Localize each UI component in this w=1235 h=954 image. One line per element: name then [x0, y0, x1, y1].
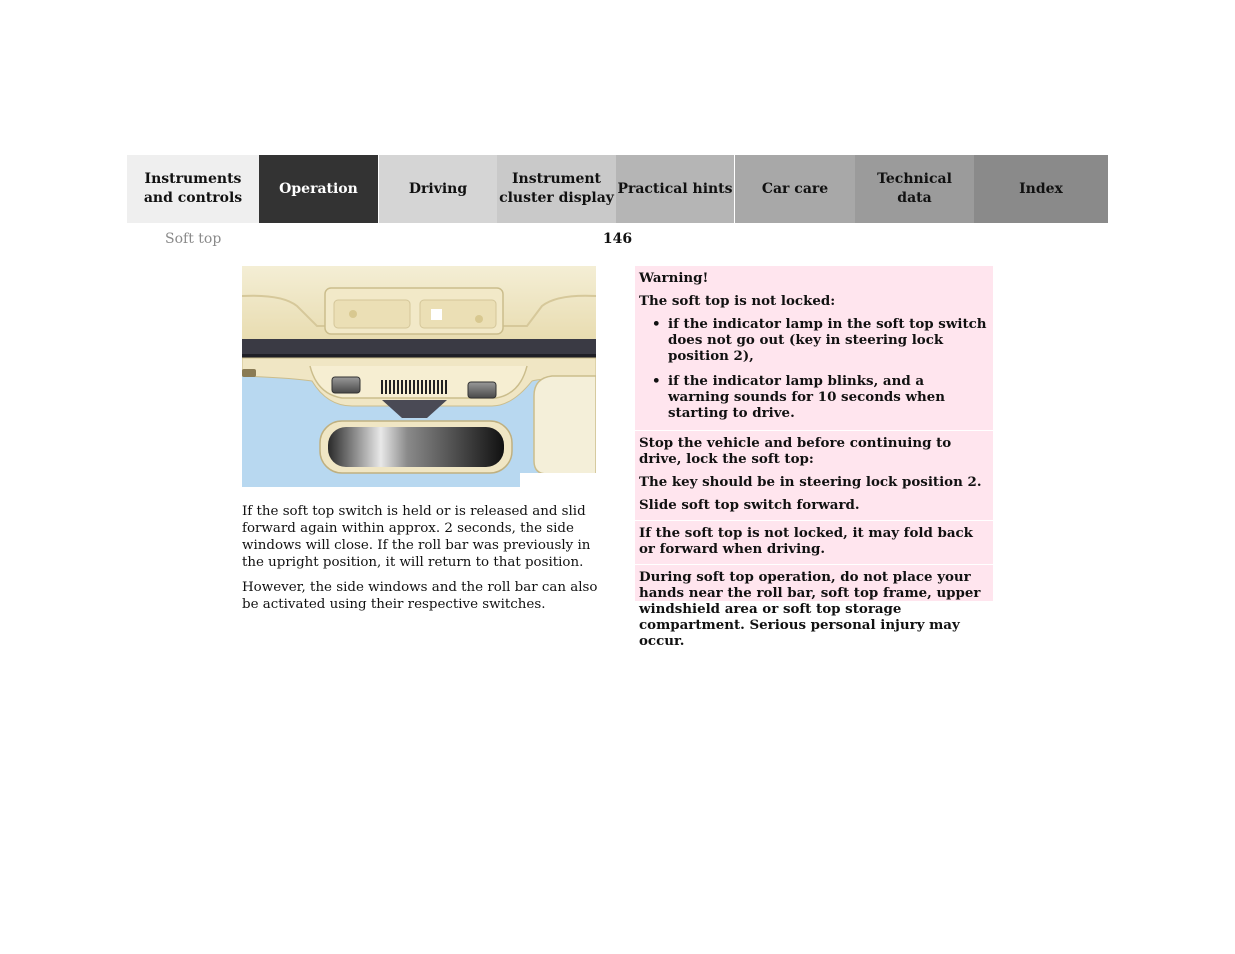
tab-label: Instrument cluster display: [499, 171, 614, 206]
warning-box: [635, 266, 993, 649]
body-paragraph: If the soft top switch is held or is released and slid forward again within approx. 2 seconds, the side windows will close. If the roll bar was previously in the upright position, it will return to that position.: [242, 504, 591, 570]
warning-instruction: Stop the vehicle and before continuing to drive, lock the soft top:: [639, 435, 952, 467]
section-title: Soft top: [165, 231, 222, 247]
warning-caution: During soft top operation, do not place your hands near the roll bar, soft top frame, upper windshield area or soft top storage compartment. Serious personal injury may occur.: [639, 569, 981, 649]
speaker-grille: [381, 380, 447, 394]
warning-step: The key should be in steering lock position 2.: [639, 474, 982, 490]
chapter-navigation: [127, 155, 1108, 223]
warning-block: [635, 266, 993, 431]
tab-label: Driving: [408, 180, 468, 197]
warning-title: Warning!: [639, 270, 709, 286]
overhead-console-drawing: [242, 266, 596, 487]
soft-top-switch-illustration: [242, 266, 596, 487]
warning-block: [635, 521, 993, 565]
tab-technical-data[interactable]: [855, 155, 974, 223]
warning-intro: The soft top is not locked:: [639, 293, 836, 309]
tab-instruments-and-controls[interactable]: [127, 155, 259, 223]
warning-block: [635, 431, 993, 521]
tab-label: Index: [1019, 180, 1063, 197]
sun-visor: [534, 376, 596, 474]
tab-label: Instruments and controls: [143, 171, 243, 206]
page-number: 146: [602, 231, 633, 247]
tab-car-care[interactable]: [735, 155, 855, 223]
body-paragraph: However, the side windows and the roll bar can also be activated using their respective switches.: [242, 580, 598, 612]
indicator-square: [431, 309, 442, 320]
soft-top-switch: [468, 382, 496, 398]
roll-bar-switch: [332, 377, 360, 393]
tab-label: Technical data: [877, 171, 952, 206]
tab-operation[interactable]: [259, 155, 378, 223]
warning-step: Slide soft top switch forward.: [639, 497, 860, 513]
warning-list: [639, 316, 989, 421]
tab-label: Operation: [279, 180, 358, 197]
tab-driving[interactable]: [378, 155, 497, 223]
body-text: [242, 503, 602, 621]
tab-index[interactable]: [974, 155, 1108, 223]
warning-block: [635, 565, 993, 649]
warning-bullet: • if the indicator lamp in the soft top switch does not go out (key in steering lock position 2),: [652, 316, 989, 364]
warning-bullet: • if the indicator lamp blinks, and a warning sounds for 10 seconds when starting to drive.: [652, 373, 989, 421]
tab-practical-hints[interactable]: [616, 155, 735, 223]
tab-label: Car care: [761, 180, 829, 197]
tab-label: Practical hints: [617, 180, 733, 197]
warning-caution: If the soft top is not locked, it may fold back or forward when driving.: [639, 525, 973, 557]
tab-instrument-cluster-display[interactable]: [497, 155, 616, 223]
